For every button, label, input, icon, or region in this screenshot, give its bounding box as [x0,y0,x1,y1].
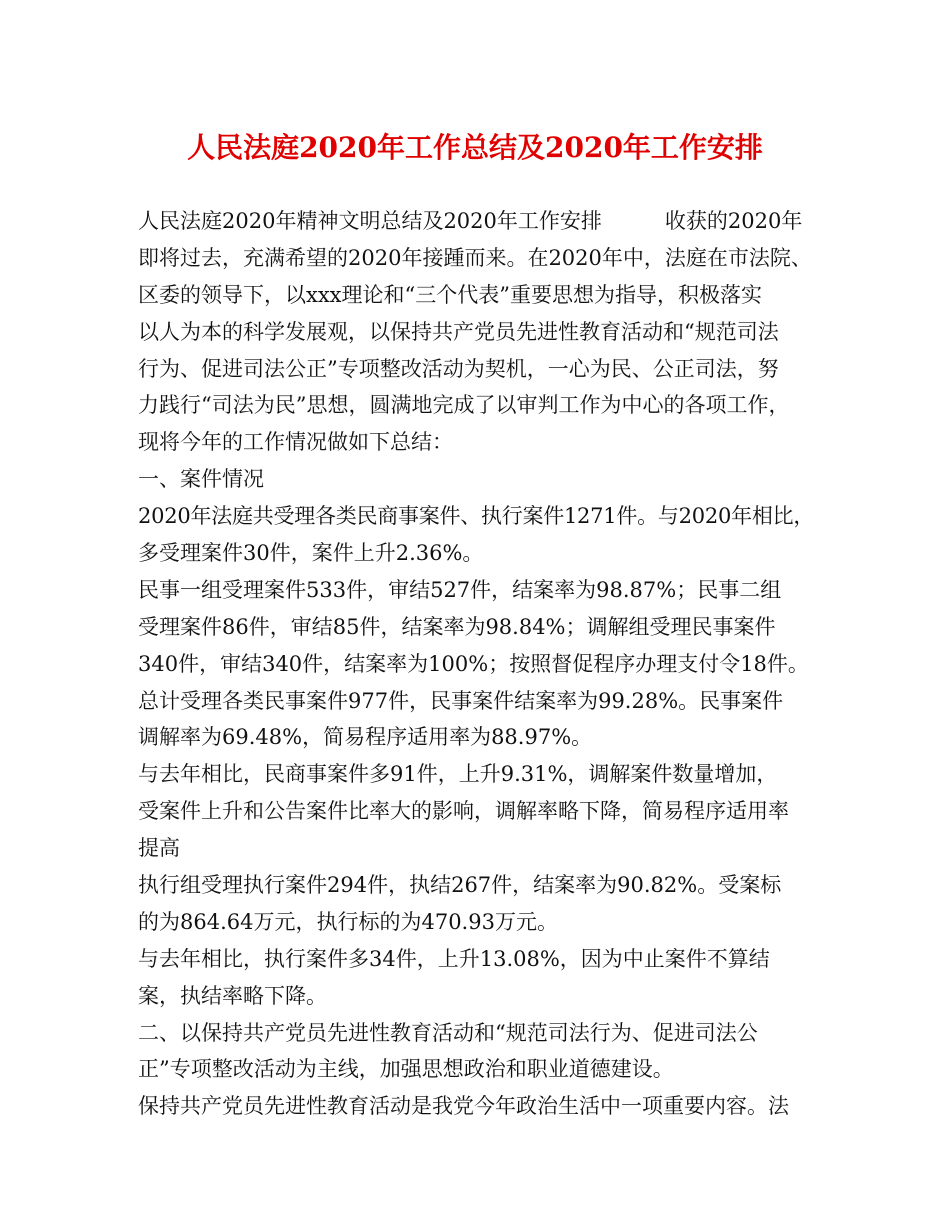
body-text-line: 正”专项整改活动为主线，加强思想政治和职业道德建设。 [138,1057,674,1082]
body-text-line: 力践行“司法为民”思想，圆满地完成了以审判工作为中心的各项工作， [138,393,790,418]
body-text-line: 与去年相比，执行案件多34件，上升13.08%，因为中止案件不算结 [138,946,770,971]
body-text-line: 案，执结率略下降。 [138,983,327,1008]
body-text-line: 受理案件86件，审结85件，结案率为98.84%；调解组受理民事案件 [138,614,776,639]
body-text-line: 一、案件情况 [138,467,264,492]
body-text-line: 执行组受理执行案件294件，执结267件，结案率为90.82%。受案标 [138,873,782,898]
body-text-line: 现将今年的工作情况做如下总结： [138,430,453,455]
document-body [138,203,818,1125]
body-text-line: 的为864.64万元，执行标的为470.93万元。 [138,909,558,934]
body-text-line: 以人为本的科学发展观，以保持共产党员先进性教育活动和“规范司法 [138,319,779,344]
body-text-line: 受案件上升和公告案件比率大的影响，调解率略下降，简易程序适用率 [138,799,789,824]
body-text-line: 调解率为69.48%，简易程序适用率为88.97%。 [138,725,593,750]
body-text-line: 保持共产党员先进性教育活动是我党今年政治生活中一项重要内容。法 [138,1094,789,1119]
body-text-line: 多受理案件30件，案件上升2.36%。 [138,541,484,566]
body-text-line: 即将过去，充满希望的2020年接踵而来。在2020年中，法庭在市法院、 [138,245,812,270]
body-text-line: 与去年相比，民商事案件多91件，上升9.31%，调解案件数量增加， [138,762,778,787]
body-text-line: 340件，审结340件，结案率为100%；按照督促程序办理支付令18件。 [138,651,809,676]
body-text-line: 民事一组受理案件533件，审结527件，结案率为98.87%；民事二组 [138,577,782,602]
body-text-line: 人民法庭2020年精神文明总结及2020年工作安排 收获的2020年 [138,209,803,233]
body-text-line: 2020年法庭共受理各类民商事案件、执行案件1271件。与2020年相比， [138,504,815,529]
body-text-line: 二、以保持共产党员先进性教育活动和“规范司法行为、促进司法公 [138,1020,758,1045]
body-text-line: 行为、促进司法公正”专项整改活动为契机，一心为民、公正司法，努 [138,356,779,381]
document-title: 人民法庭2020年工作总结及2020年工作安排 [187,131,763,164]
body-text-line: 总计受理各类民事案件977件，民事案件结案率为99.28%。民事案件 [138,688,784,713]
body-text-line: 区委的领导下，以xxx理论和“三个代表”重要思想为指导，积极落实 [138,282,762,307]
body-text-line: 提高 [138,836,180,861]
